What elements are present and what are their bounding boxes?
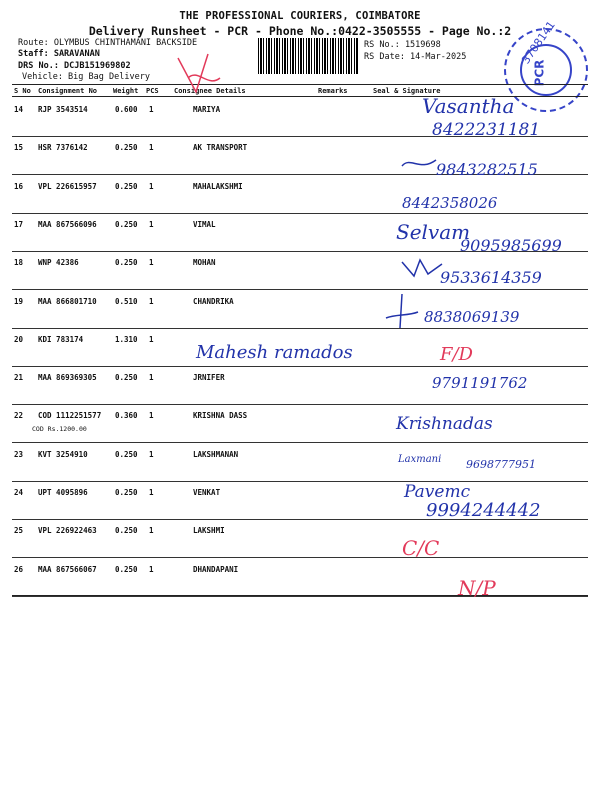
row-consignee: AK TRANSPORT — [193, 143, 248, 153]
hw-phone-21: 9791191762 — [432, 374, 528, 392]
table-row — [12, 518, 588, 558]
hw-phone-19: 8838069139 — [424, 308, 520, 326]
col-pcs: PCS — [146, 87, 159, 95]
row-weight: 0.510 — [115, 296, 138, 306]
vehicle-text: Vehicle: Big Bag Delivery — [22, 72, 150, 82]
stamp-number: 3708141 — [519, 18, 558, 67]
table-row — [12, 174, 588, 214]
row-sno: 21 — [14, 373, 24, 383]
row-weight: 0.250 — [115, 449, 138, 459]
signature-scribble-18 — [398, 254, 448, 284]
signature-scribble-19 — [382, 292, 422, 332]
red-pen-mark — [168, 48, 228, 108]
col-consignment: Consignment No — [38, 87, 98, 95]
barcode — [258, 38, 358, 74]
col-sno: S No — [14, 87, 31, 95]
row-pcs: 1 — [149, 105, 154, 114]
row-consignee: LAKSHMI — [193, 526, 225, 536]
rs-number: RS No.: 1519698 — [364, 40, 441, 50]
col-remarks: Remarks — [318, 87, 348, 95]
stamp-text: PCR — [532, 59, 547, 87]
row-consignment-no: VPL 226615957 — [38, 181, 97, 191]
row-consignment-no: HSR 7376142 — [38, 143, 88, 153]
row-sno: 22 — [14, 411, 24, 421]
row-weight: 0.250 — [115, 488, 138, 497]
row-pcs: 1 — [149, 143, 154, 153]
row-pcs: 1 — [149, 488, 154, 497]
row-pcs: 1 — [149, 373, 154, 383]
row-sno: 16 — [14, 181, 24, 191]
hw-phone-17: 9095985699 — [460, 236, 562, 255]
row-sno: 15 — [14, 143, 24, 153]
table-row — [12, 403, 588, 443]
hw-phone-15: 9843282515 — [436, 160, 538, 179]
hw-cc-remark: C/C — [402, 536, 440, 560]
route-text: Route: OLYMBUS CHINTHAMANI BACKSIDE — [18, 38, 198, 48]
hw-phone-24: 9994244442 — [426, 500, 541, 521]
row-consignee: CHANDRIKA — [193, 296, 234, 306]
row-consignment-no: RJP 3543514 — [38, 105, 88, 114]
row-pcs: 1 — [149, 564, 154, 574]
row-sno: 17 — [14, 219, 24, 229]
table-row — [12, 557, 588, 597]
hw-signature-14: Vasantha — [422, 94, 515, 118]
row-consignee: VENKAT — [193, 488, 221, 497]
hw-signature-20: Mahesh ramados — [196, 342, 353, 363]
hw-np-remark: N/P — [458, 576, 496, 600]
row-pcs: 1 — [149, 296, 154, 306]
row-weight: 0.250 — [115, 373, 138, 383]
col-weight: Weight — [113, 87, 139, 95]
row-consignee: MARIYA — [193, 105, 221, 114]
row-sno: 14 — [14, 105, 24, 114]
row-weight: 0.250 — [115, 526, 138, 536]
row-weight: 0.250 — [115, 181, 138, 191]
row-sno: 20 — [14, 334, 24, 344]
hw-signature-22: Krishnadas — [396, 414, 493, 434]
hw-signature-23: Laxmani — [398, 454, 442, 465]
staff-text: Staff: SARAVANAN — [18, 49, 100, 59]
row-pcs: 1 — [149, 526, 154, 536]
hw-phone-23: 9698777951 — [466, 458, 536, 471]
col-consignee: Consignee Details — [174, 87, 246, 95]
row-sno: 25 — [14, 526, 24, 536]
row-consignment-no: MAA 869369305 — [38, 373, 97, 383]
row-weight: 0.360 — [115, 411, 138, 421]
row-sno: 24 — [14, 488, 24, 497]
row-weight: 0.250 — [115, 219, 138, 229]
company-name: THE PROFESSIONAL COURIERS, COIMBATORE — [179, 10, 421, 22]
row-weight: 0.250 — [115, 258, 138, 268]
hw-fd-remark: F/D — [440, 344, 473, 365]
row-pcs: 1 — [149, 219, 154, 229]
row-pcs: 1 — [149, 334, 154, 344]
row-consignment-no: MAA 867566096 — [38, 219, 97, 229]
row-consignee: DHANDAPANI — [193, 564, 239, 574]
rs-date: RS Date: 14-Mar-2025 — [364, 52, 467, 62]
row-consignment-no: COD 1112251577 — [38, 411, 102, 421]
row-consignee: JRNIFER — [193, 373, 225, 383]
header-rule-top — [12, 84, 588, 85]
drs-number: DRS No.: DCJB151969802 — [18, 61, 131, 71]
row-sno: 19 — [14, 296, 24, 306]
row-consignee: LAKSHMANAN — [193, 449, 239, 459]
row-consignee: KRISHNA DASS — [193, 411, 248, 421]
row-weight: 1.310 — [115, 334, 138, 344]
table-bottom-rule — [12, 595, 588, 596]
row-consignment-no: KVT 3254910 — [38, 449, 88, 459]
hw-phone-18: 9533614359 — [440, 268, 542, 287]
hw-phone-14: 8422231181 — [432, 120, 541, 140]
row-sno: 23 — [14, 449, 24, 459]
row-sno: 26 — [14, 564, 24, 574]
row-consignment-no: WNP 42386 — [38, 258, 79, 268]
col-signature: Seal & Signature — [373, 87, 441, 95]
row-pcs: 1 — [149, 181, 154, 191]
row-weight: 0.250 — [115, 564, 138, 574]
row-sno: 18 — [14, 258, 24, 268]
row-consignee: MAHALAKSHMI — [193, 181, 243, 191]
row-pcs: 1 — [149, 449, 154, 459]
runsheet-subtitle: Delivery Runsheet - PCR - Phone No.:0422-3505555 - Page No.:2 — [88, 24, 512, 38]
row-consignment-no: MAA 867566067 — [38, 564, 97, 574]
row-consignment-no: UPT 4095896 — [38, 488, 88, 497]
hw-signature-17: Selvam — [396, 220, 471, 244]
row-cod-amount: COD Rs.1200.00 — [32, 425, 87, 434]
row-consignment-no: VPL 226922463 — [38, 526, 97, 536]
row-weight: 0.250 — [115, 143, 138, 153]
row-consignee: MOHAN — [193, 258, 216, 268]
row-consignee: VIMAL — [193, 219, 216, 229]
row-weight: 0.600 — [115, 105, 138, 114]
signature-scribble-15 — [400, 150, 440, 174]
row-pcs: 1 — [149, 258, 154, 268]
hw-phone-16: 8442358026 — [402, 194, 498, 212]
row-consignment-no: MAA 866801710 — [38, 296, 97, 306]
row-consignment-no: KDI 783174 — [38, 334, 84, 344]
row-pcs: 1 — [149, 411, 154, 421]
hw-signature-24: Pavemc — [404, 482, 471, 502]
